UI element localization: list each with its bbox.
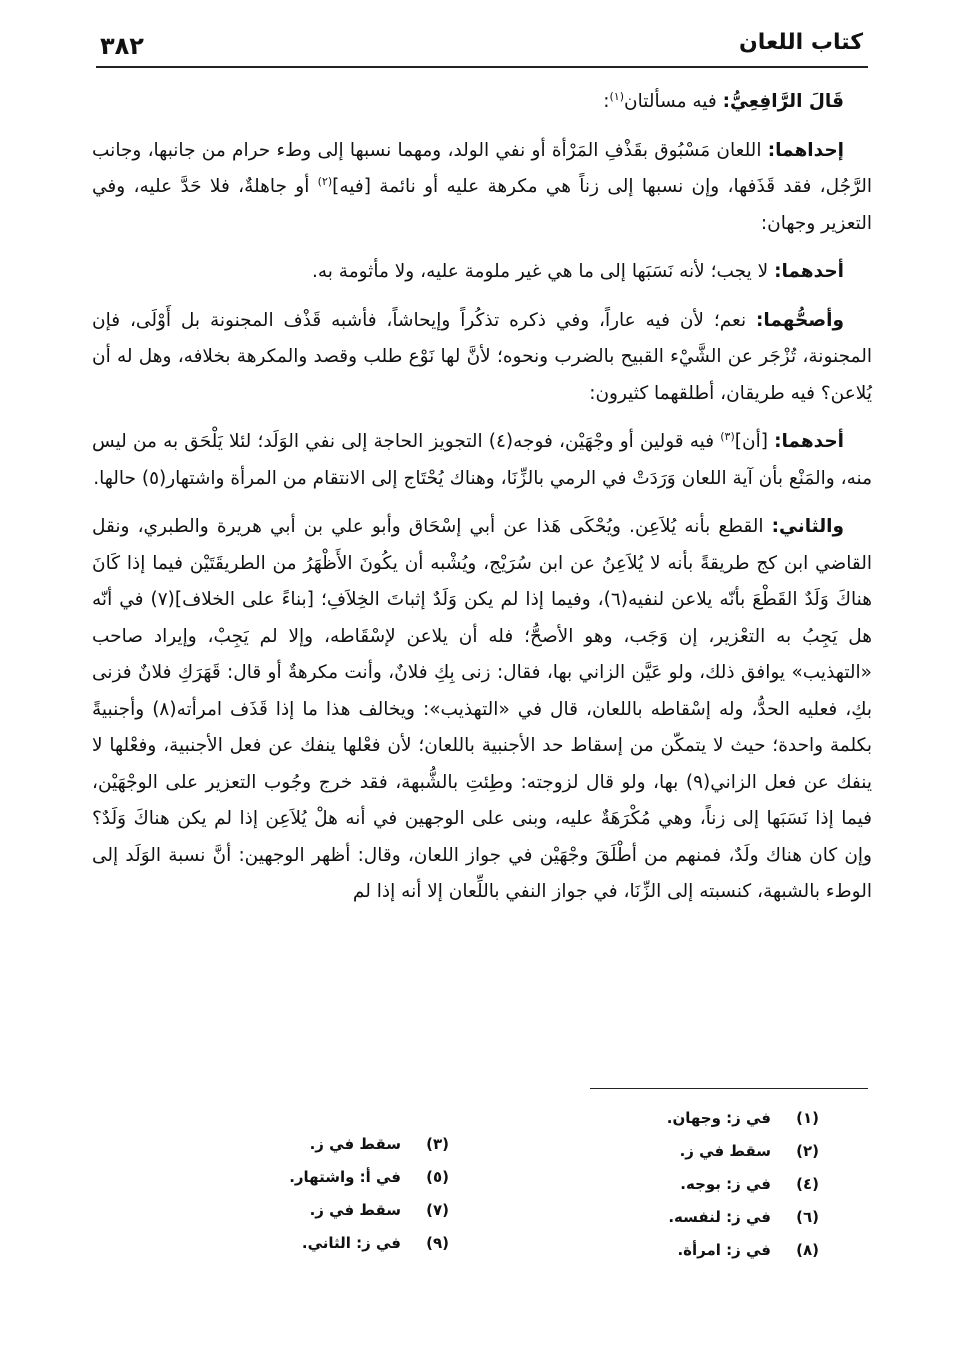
footnote-ref: (٢) (317, 174, 333, 188)
footnote-number: (٤) (796, 1175, 819, 1193)
footnote (519, 1234, 819, 1267)
running-header-title: كتاب اللعان (738, 30, 863, 55)
footnote-rule (590, 1088, 868, 1089)
paragraph-lead: أحدهما: (774, 261, 844, 282)
footnote (519, 1201, 819, 1234)
paragraph-lead: قَالَ الرَّافِعِيُّ: (722, 91, 844, 112)
paragraph-text: نعم؛ لأن فيه عاراً، وفي ذكره تذكُراً وإيحاشاً، فأشبه قَذْف المجنونة بل أَوْلَى، فإن المجنونة، تُزْجَر عن الشَّيْء القبيح بالضرب ونحوه؛ لأنَّ لها نَوْع طلب وقصد والمكرهة بخلافه، وهل له أن يُلاعن؟ فيه طريقان، أطلقهما كثيرون: (92, 309, 872, 404)
paragraph-text: اللعان مَسْبُوق بقَذْفِ المَرْأة أو نفي الولد، ومهما نسبها إلى وطء حرام من جانبها، وجانب الرَّجُل، فقد قَذَفها، وإن نسبها إلى زناً هي مكرهة عليه أو نائمة [فيه] (92, 139, 872, 197)
footnotes-left-column (189, 1128, 449, 1260)
footnote-number: (٦) (796, 1208, 819, 1226)
paragraph (92, 84, 872, 121)
footnotes-right-column (519, 1102, 819, 1267)
footnote-number: (٢) (796, 1142, 819, 1160)
footnote-number: (٣) (426, 1135, 449, 1153)
paragraph-lead: وأصحُّهما: (755, 309, 844, 331)
paragraph (92, 254, 872, 291)
footnote-text: في ز: بوجه. (680, 1175, 771, 1193)
paragraph-lead: والثاني: (771, 516, 844, 537)
footnote (519, 1135, 819, 1168)
footnote-number: (٩) (426, 1234, 449, 1252)
footnote-text: في أ: واشتهار. (289, 1168, 401, 1186)
paragraph-text: القطع بأنه يُلاَعِن. ويُحْكَى هَذا عن أبي إسْحَاق وأبو علي بن أبي هريرة والطبري، ونقل القاضي ابن كج طريقةً بأنه لا يُلاَعِنُ عن ابن سُرَيْج، ويُشْبه أن يكُونَ الأَظْهَرُ من الطريقَتَيْن فيما إذا كَانَ هناكَ وَلَدٌ القَطْعَ بأنّه يلاعن لنفيه(٦)، وفيما إذا لم يكن وَلَدٌ إثباتَ الخِلاَفِ؛ [بناءً على الخلاف](٧) في أنّه هل يَجِبُ به التعْزير، إن وَجَب، وهو الأصحُّ؛ فله أن يلاعن لإسْقَاطه، وإلا لم يَجِبْ، وإيراد صاحب «التهذيب» يوافق ذلك، ولو عَيَّن الزاني بها، فقال: زنى بِكِ فلانٌ، وأنت مكرهةٌ أو قال: قَهَرَكِ فلانٌ فزنى بكِ، فعليه الحدُّ، وله إسْقاطه باللعان، قال في «التهذيب»: ويخالف هذا ما إذا قَذَف امرأته(٨) وأجنبيةً بكلمة واحدة؛ حيث لا يتمكّن من إسقاط حد الأجنبية باللعان؛ لأن فعْلها ينفك عن فعل الأجنبية، وفعْلها لا ينفك عن فعل الزاني(٩) بها، ولو قال لزوجته: وطِئتِ بالشُّبهة، فقد خرج وجُوب التعزير على الوجْهَيْن، فيما إذا نَسَبَها إلى زناً، وهي مُكْرَهَةٌ عليه، وبنى على الوجهين في أنه هلْ يُلاَعِن إذا لم يكن هناكَ وَلَدٌ؟ وإن كان هناك ولَدٌ، فمنهم من أطْلَقَ وجْهَيْن في جواز اللعان، وقال: أظهر الوجهين: أنَّ نسبة الوَلَد إلى الوطء بالشبهة، كنسبته إلى الزِّنَا، في جواز النفي باللِّعان إلا أنه إذا لم (92, 516, 872, 902)
footnote-text: سقط في ز. (679, 1142, 771, 1160)
header-rule (96, 66, 868, 68)
paragraph-text: [أن] (734, 431, 775, 452)
footnote-text: في ز: وجهان. (666, 1109, 771, 1127)
footnote-number: (٨) (796, 1241, 819, 1259)
paragraph-tail: : (603, 91, 610, 112)
paragraph (92, 424, 872, 497)
footnote-text: سقط في ز. (309, 1135, 401, 1153)
footnote (189, 1128, 449, 1161)
footnote-ref: (٣) (720, 429, 735, 443)
paragraph (92, 509, 872, 911)
page-number: ٣٨٢ (100, 32, 144, 60)
footnote-text: سقط في ز. (309, 1201, 401, 1219)
footnote-number: (٥) (426, 1168, 449, 1186)
footnote (189, 1227, 449, 1260)
paragraph-lead: إحداهما: (767, 139, 844, 161)
paragraph-text: لا يجب؛ لأنه نَسَبَها إلى ما هي غير ملومة عليه، ولا مأثومة به. (311, 261, 775, 282)
main-text (92, 84, 872, 923)
paragraph (92, 303, 872, 413)
footnote-number: (١) (796, 1109, 819, 1127)
footnote-number: (٧) (426, 1201, 449, 1219)
footnote (519, 1168, 819, 1201)
footnote-text: في ز: الثاني. (301, 1234, 401, 1252)
paragraph (92, 133, 872, 243)
footnote-text: في ز: امرأة. (677, 1241, 771, 1259)
footnote (189, 1161, 449, 1194)
paragraph-text: فيه مسألتان (624, 91, 723, 112)
paragraph-tail: أو جاهلةٌ، فلا حَدَّ عليه، وفي التعزير وجهان: (92, 176, 872, 234)
footnote-text: في ز: لنفسه. (668, 1208, 771, 1226)
footnote-ref: (١) (609, 89, 625, 103)
footnote (519, 1102, 819, 1135)
paragraph-lead: أحدهما: (774, 431, 845, 452)
footnote (189, 1194, 449, 1227)
paragraph-tail: فيه قولين أو وجْهَيْن، فوجه(٤) التجويز الحاجة إلى نفي الوَلَد؛ لئلا يَلْحَق به من ليس منه، والمَنْع بأن آية اللعان وَرَدَتْ في الرمي بالزِّنَا، وهناك يُحْتَاج إلى الانتقام من المرأة واشتهار(٥) حالها. (92, 431, 872, 489)
